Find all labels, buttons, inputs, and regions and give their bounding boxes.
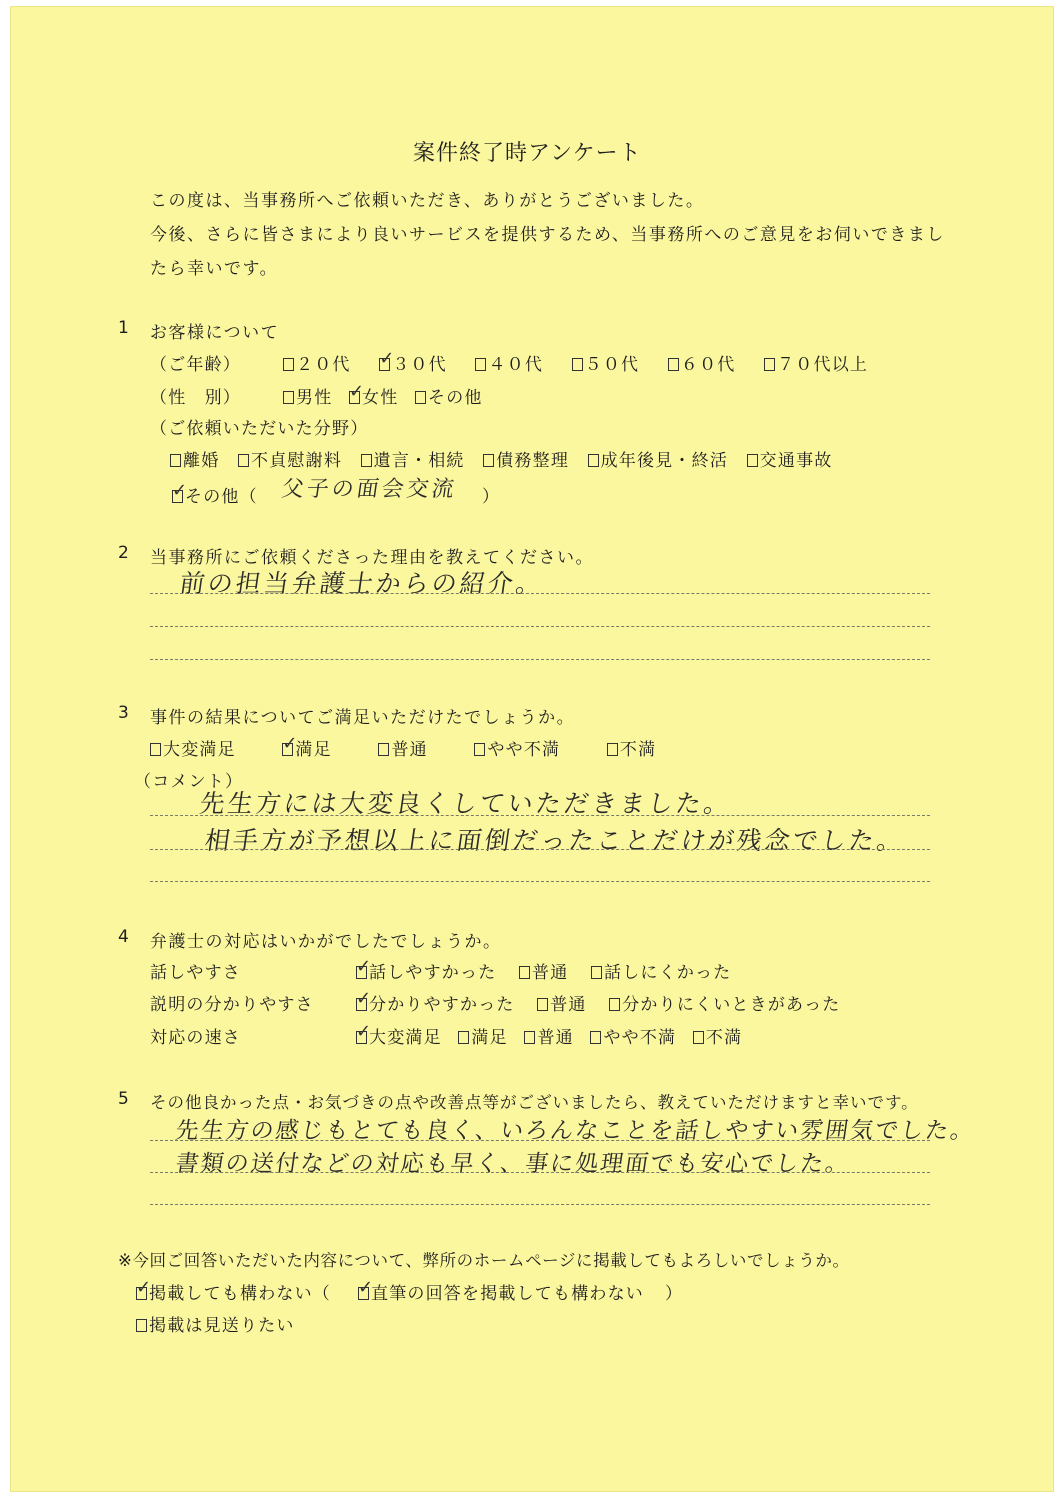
checkbox-checked-icon[interactable] [172,490,183,503]
gender-option-female[interactable]: ✓ 女性 [349,383,398,408]
answer-line [150,1204,930,1205]
q4-row-label-ease-of-talking: 話しやすさ [150,963,241,983]
survey-title: 案件終了時アンケート [413,141,642,166]
other-field-handwritten[interactable]: 父子の面会交流 [279,477,459,502]
checkbox-icon[interactable] [693,1031,704,1044]
intro-line-2: 今後、さらに皆さまにより良いサービスを提供するため、当事務所へのご意見をお伺いできまし [150,225,945,245]
q4-option-neutral[interactable]: 普通 [537,990,586,1015]
intro-line-1: この度は、当事務所へご依頼いただき、ありがとうございました。 [150,191,705,211]
checkbox-icon[interactable] [378,743,389,756]
age-option-60s[interactable]: ６０代 [668,350,736,375]
age-label: （ご年齢） [150,355,241,375]
publish-question: ※今回ご回答いただいた内容について、弊所のホームページに掲載してもよろしいでしょうか。 [118,1251,850,1270]
q5-answer-line-2[interactable]: 書類の送付などの対応も早く、事に処理面でも安心でした。 [173,1151,853,1177]
gender-options [283,383,505,408]
q4-option-neutral[interactable]: 普通 [519,958,568,983]
checkbox-icon[interactable] [537,998,548,1011]
age-option-50s[interactable]: ５０代 [572,350,640,375]
comment-label: （コメント） [134,772,244,792]
age-option-20s[interactable]: ２０代 [283,350,351,375]
q4-row-label-speed: 対応の速さ [150,1028,241,1048]
checkbox-icon[interactable] [607,743,618,756]
q5-number: 5 [118,1089,131,1109]
answer-line [150,1172,930,1173]
field-option-guardianship[interactable]: 成年後見・終活 [588,446,728,471]
q1-heading: お客様について [150,323,280,343]
q3-option-dissatisfied[interactable]: 不満 [607,735,656,760]
q4-option-neutral[interactable]: 普通 [524,1023,573,1048]
checkbox-icon[interactable] [474,743,485,756]
q3-option-somewhat-dissatisfied[interactable]: やや不満 [474,735,560,760]
q4-option-easy-to-talk[interactable]: ✓ 話しやすかった [356,958,496,983]
checkbox-icon[interactable] [668,358,679,371]
age-options [283,350,890,375]
q5-answer-line-1[interactable]: 先生方の感じもとても良く、いろんなことを話しやすい雰囲気でした。 [173,1118,978,1144]
checkbox-checked-icon[interactable] [349,391,360,404]
checkbox-checked-icon[interactable] [356,1031,367,1044]
checkbox-icon[interactable] [475,358,486,371]
publish-option-decline[interactable]: 掲載は見送りたい [136,1311,295,1336]
age-option-30s[interactable]: ✓ ３０代 [379,350,447,375]
q2-heading: 当事務所にご依頼くださった理由を教えてください。 [150,548,594,568]
q5-heading: その他良かった点・お気づきの点や改善点等がございましたら、教えていただけますと幸いです。 [150,1093,919,1112]
field-option-other[interactable]: ✓その他（ [172,482,258,507]
answer-line [150,815,930,816]
q4-option-sometimes-unclear[interactable]: 分かりにくいときがあった [609,990,840,1015]
checkbox-icon[interactable] [572,358,583,371]
q4-row-clarity [356,990,840,1015]
checkbox-icon[interactable] [458,1031,469,1044]
checkbox-icon[interactable] [483,454,494,467]
q3-heading: 事件の結果についてご満足いただけたでしょうか。 [150,708,576,728]
checkbox-checked-icon[interactable] [379,358,390,371]
field-option-infidelity[interactable]: 不貞慰謝料 [238,446,342,471]
other-close-paren: ） [482,487,501,507]
publish-option-allow[interactable]: ✓掲載しても構わない（ [136,1279,331,1304]
checkbox-checked-icon[interactable] [282,743,293,756]
field-label: （ご依頼いただいた分野） [150,419,369,439]
field-option-traffic[interactable]: 交通事故 [747,446,833,471]
checkbox-checked-icon[interactable] [356,966,367,979]
field-option-divorce[interactable]: 離婚 [170,446,219,471]
checkbox-icon[interactable] [609,998,620,1011]
checkbox-icon[interactable] [283,358,294,371]
intro-line-3: たら幸いです。 [150,259,279,279]
answer-line [150,1140,930,1141]
age-option-70s-plus[interactable]: ７０代以上 [764,350,868,375]
publish-close-paren: ） [665,1284,684,1304]
checkbox-icon[interactable] [170,454,181,467]
q3-option-neutral[interactable]: 普通 [378,735,427,760]
checkbox-icon[interactable] [361,454,372,467]
checkbox-checked-icon[interactable] [136,1287,147,1300]
answer-line [150,626,930,627]
checkbox-icon[interactable] [238,454,249,467]
publish-option-handwritten-allow[interactable]: ✓ 直筆の回答を掲載しても構わない [358,1279,644,1304]
checkbox-icon[interactable] [591,966,602,979]
q4-row-label-clarity: 説明の分かりやすさ [150,995,314,1015]
q4-option-dissatisfied[interactable]: 不満 [693,1023,742,1048]
q4-option-clear[interactable]: ✓ 分かりやすかった [356,990,515,1015]
q1-number: 1 [118,318,131,338]
q2-number: 2 [118,543,131,563]
q4-option-satisfied[interactable]: 満足 [458,1023,507,1048]
checkbox-checked-icon[interactable] [358,1287,369,1300]
q4-row-ease-of-talking [356,958,731,983]
checkbox-icon[interactable] [747,454,758,467]
gender-label: （性 別） [150,388,241,408]
q4-row-speed [356,1023,742,1048]
checkbox-icon[interactable] [415,391,426,404]
checkbox-icon[interactable] [519,966,530,979]
q4-heading: 弁護士の対応はいかがでしたでしょうか。 [150,932,502,952]
q3-options [150,735,656,760]
age-option-40s[interactable]: ４０代 [475,350,543,375]
q2-answer-handwritten[interactable]: 前の担当弁護士からの紹介。 [177,569,546,598]
answer-line [150,881,930,882]
q3-comment-line-1[interactable]: 先生方には大変良くしていただきました。 [197,789,734,818]
gender-option-other[interactable]: その他 [415,383,483,408]
q3-comment-line-2[interactable]: 相手方が予想以上に面倒だったことだけが残念でした。 [202,826,907,855]
answer-line [150,593,930,594]
q4-option-hard-to-talk[interactable]: 話しにくかった [591,958,731,983]
gender-option-male[interactable]: 男性 [283,383,332,408]
q3-number: 3 [118,703,131,723]
checkbox-icon[interactable] [136,1319,147,1332]
field-options [170,446,832,471]
field-option-inheritance[interactable]: 遺言・相続 [361,446,465,471]
checkbox-icon[interactable] [590,1031,601,1044]
checkbox-icon[interactable] [150,743,161,756]
checkbox-icon[interactable] [524,1031,535,1044]
checkbox-icon[interactable] [588,454,599,467]
q4-option-very-satisfied[interactable]: ✓ 大変満足 [356,1023,442,1048]
answer-line [150,849,930,850]
answer-line [150,659,930,660]
field-option-debt[interactable]: 債務整理 [483,446,569,471]
q4-number: 4 [118,927,131,947]
checkbox-icon[interactable] [764,358,775,371]
checkbox-icon[interactable] [283,391,294,404]
q3-option-very-satisfied[interactable]: 大変満足 [150,735,236,760]
q3-option-satisfied[interactable]: ✓ 満足 [282,735,331,760]
q4-option-somewhat-dissatisfied[interactable]: やや不満 [590,1023,676,1048]
checkbox-checked-icon[interactable] [356,998,367,1011]
